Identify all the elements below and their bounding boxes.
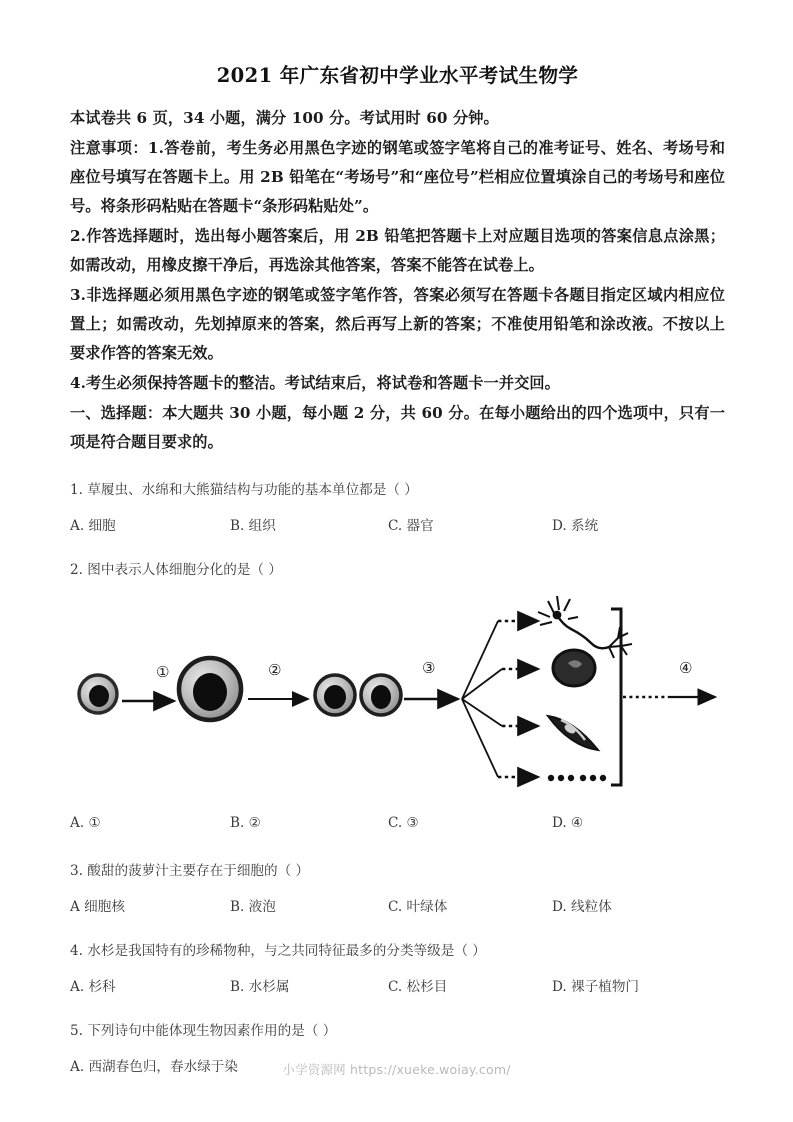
figure-step-label-1: ① bbox=[156, 663, 170, 681]
question-4-option-d[interactable]: D. 裸子植物门 bbox=[552, 979, 640, 995]
nerve-cell-icon bbox=[538, 596, 632, 658]
figure-diagram bbox=[70, 589, 725, 804]
differentiation-fan-lines bbox=[462, 621, 502, 777]
question-3-option-c[interactable]: C. 叶绿体 bbox=[388, 899, 448, 915]
grouping-bracket-icon bbox=[611, 609, 621, 785]
page-content bbox=[70, 60, 725, 1081]
question-1-option-d[interactable]: D. 系统 bbox=[552, 518, 599, 534]
question-3-options bbox=[70, 895, 725, 921]
question-1-stem: 1. 草履虫、水绵和大熊猫结构与功能的基本单位都是（ ） bbox=[70, 482, 418, 498]
question-1-option-c[interactable]: C. 器官 bbox=[388, 518, 434, 534]
question-2-options bbox=[70, 815, 725, 841]
question-1-options bbox=[70, 514, 725, 540]
cell-differentiation-figure bbox=[70, 589, 725, 804]
question-4-stem: 4. 水杉是我国特有的珍稀物种，与之共同特征最多的分类等级是（ ） bbox=[70, 943, 486, 959]
question-3-stem: 3. 酸甜的菠萝汁主要存在于细胞的（ ） bbox=[70, 863, 310, 879]
instruction-paragraph-1: 注意事项：1.答卷前，考生务必用黑色字迹的钢笔或签字笔将自己的准考证号、姓名、考场号和座位号填写在答题卡上。用 2B 铅笔在“考场号”和“座位号”栏相应位置填涂自己的考场号和座位号。将条形码粘贴在答题卡“条形码粘贴处”。 bbox=[70, 139, 725, 215]
question-2-option-d[interactable]: D. ④ bbox=[552, 815, 584, 831]
question-4-option-a[interactable]: A. 杉科 bbox=[70, 979, 116, 995]
instruction-paragraph-0: 本试卷共 6 页，34 小题，满分 100 分。考试用时 60 分钟。 bbox=[70, 109, 499, 127]
instruction-paragraph-3: 3.非选择题必须用黑色字迹的钢笔或签字笔作答，答案必须写在答题卡各题目指定区域内相应位置上；如需改动，先划掉原来的答案，然后再写上新的答案；不准使用铅笔和涂改液。不按以上要求作答的答案无效。 bbox=[70, 286, 725, 362]
question-4-option-c[interactable]: C. 松杉目 bbox=[388, 979, 448, 995]
enlarged-cell-icon bbox=[179, 658, 241, 720]
question-3-option-b[interactable]: B. 液泡 bbox=[230, 899, 276, 915]
page-title: 2021 年广东省初中学业水平考试生物学 bbox=[216, 64, 579, 87]
figure-step-label-4: ④ bbox=[679, 659, 693, 677]
question-3-option-d[interactable]: D. 线粒体 bbox=[552, 899, 612, 915]
figure-step-label-3: ③ bbox=[422, 659, 436, 677]
question-4-options bbox=[70, 975, 725, 1001]
section-heading-choice: 一、选择题：本大题共 30 小题，每小题 2 分，共 60 分。在每小题给出的四个选项中，只有一项是符合题目要求的。 bbox=[70, 404, 725, 451]
question-2-stem: 2. 图中表示人体细胞分化的是（ ） bbox=[70, 562, 282, 578]
question-2-option-a[interactable]: A. ① bbox=[70, 815, 101, 831]
red-blood-cell-icon bbox=[553, 650, 595, 686]
question-1-option-a[interactable]: A. 细胞 bbox=[70, 518, 116, 534]
footer-watermark: 小学资源网 https://xueke.woiay.com/ bbox=[282, 1062, 511, 1077]
instruction-paragraph-2: 2.作答选择题时，选出每小题答案后，用 2B 铅笔把答题卡上对应题目选项的答案信息点涂黑；如需改动，用橡皮擦干净后，再选涂其他答案，答案不能答在试卷上。 bbox=[70, 227, 725, 274]
question-2-option-b[interactable]: B. ② bbox=[230, 815, 261, 831]
instruction-paragraph-4: 4.考生必须保持答题卡的整洁。考试结束后，将试卷和答题卡一并交回。 bbox=[70, 374, 560, 392]
small-cell-icon bbox=[79, 675, 117, 713]
question-3-option-a[interactable]: A 细胞核 bbox=[70, 899, 125, 915]
question-4-option-b[interactable]: B. 水杉属 bbox=[230, 979, 290, 995]
figure-step-label-2: ② bbox=[268, 661, 282, 679]
muscle-cell-icon bbox=[548, 716, 598, 750]
question-2-option-c[interactable]: C. ③ bbox=[388, 815, 419, 831]
daughter-cell-1-icon bbox=[315, 675, 355, 715]
other-cells-ellipsis-icon bbox=[548, 775, 606, 781]
question-5-stem: 5. 下列诗句中能体现生物因素作用的是（ ） bbox=[70, 1023, 337, 1039]
question-1-option-b[interactable]: B. 组织 bbox=[230, 518, 276, 534]
question-5-option-a[interactable]: A. 西湖春色归，春水绿于染 bbox=[70, 1059, 238, 1075]
differentiation-dotted-arrows bbox=[498, 621, 538, 777]
daughter-cell-2-icon bbox=[361, 675, 401, 715]
